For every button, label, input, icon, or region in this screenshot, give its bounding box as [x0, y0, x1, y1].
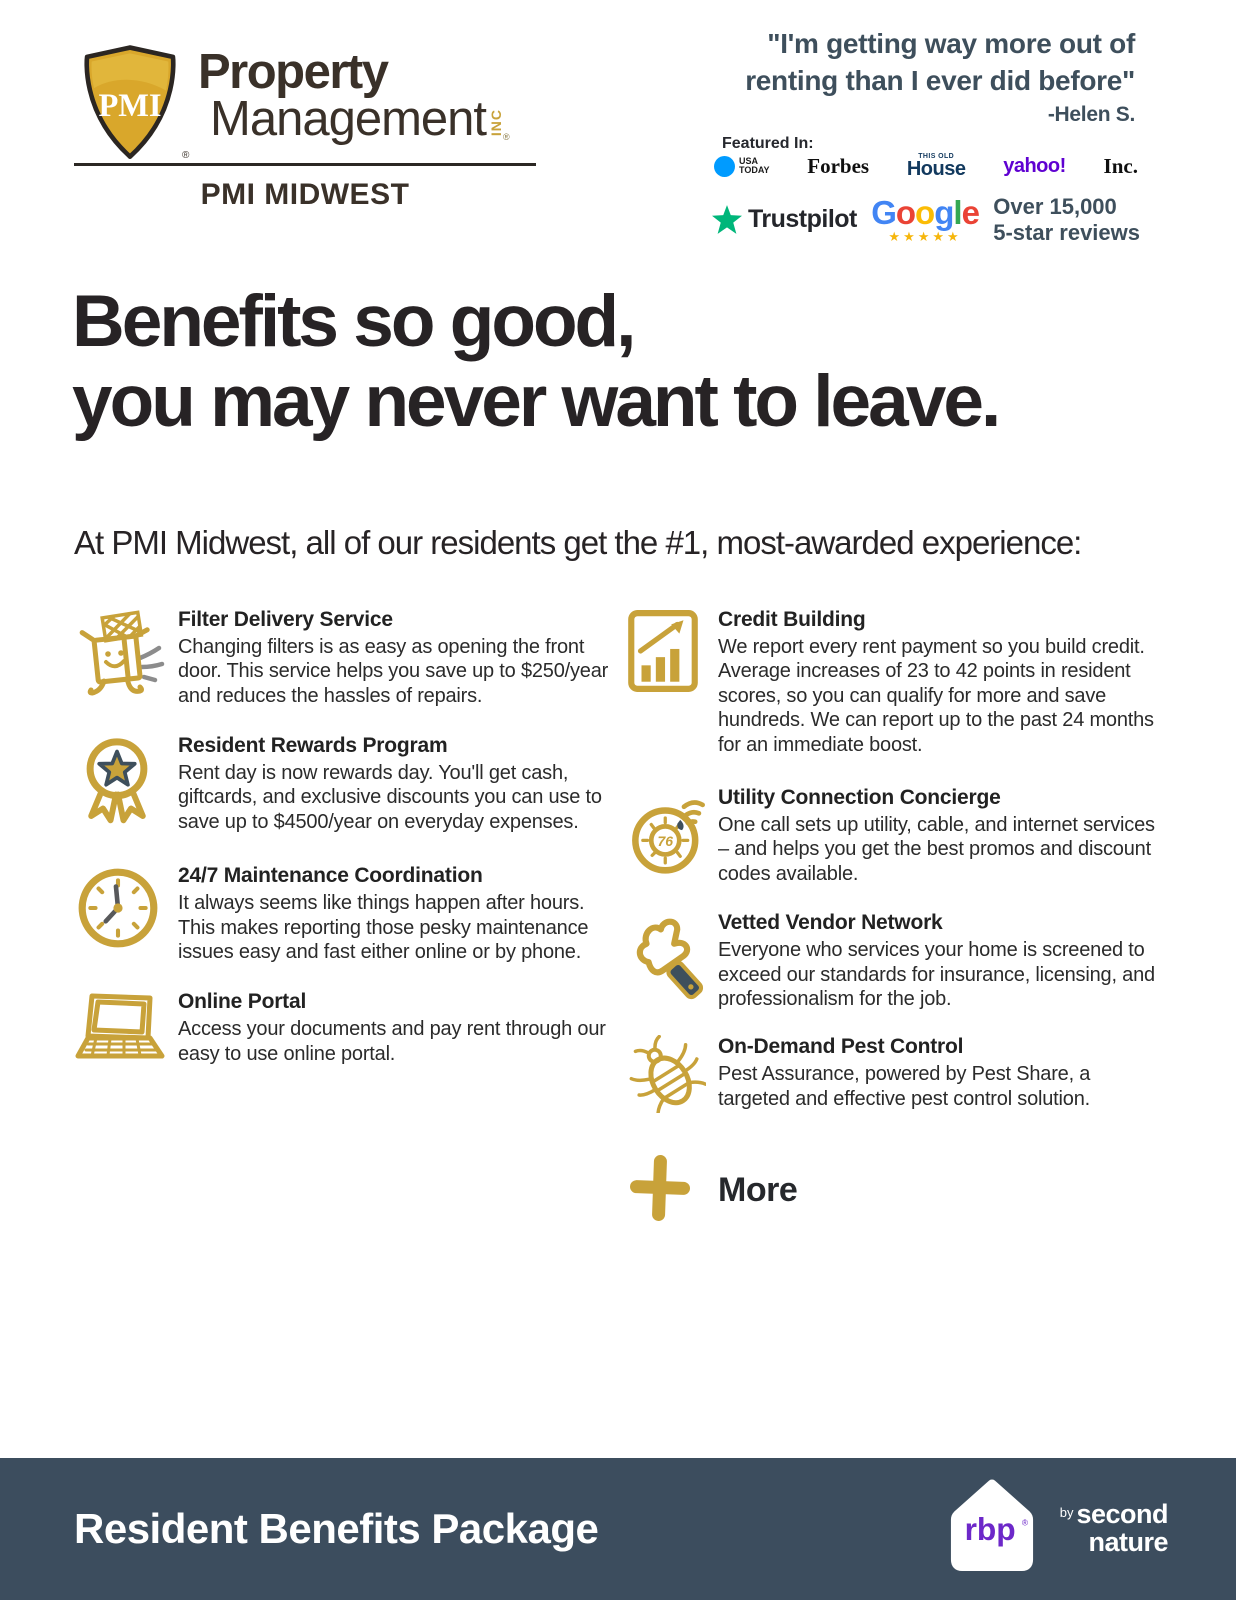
- benefit-description: Changing filters is as easy as opening the front door. This service helps you save up to $250/year and reduces the hassles of repairs.: [178, 636, 609, 707]
- benefit-description: Pest Assurance, powered by Pest Share, a targeted and effective pest control solution.: [718, 1063, 1091, 1110]
- benefit-title: On-Demand Pest Control: [718, 1035, 964, 1059]
- franchise-name: PMI MIDWEST: [200, 178, 410, 211]
- credit-chart-icon: [626, 608, 700, 694]
- rbp-second-nature-logo: [936, 1473, 1168, 1585]
- benefit-description: We report every rent payment so you build credit. Average increases of 23 to 42 points in resident scores, so you can qualify for more and save hundreds. We can report up to the past 24 months for an immediate boost.: [718, 636, 1154, 756]
- google-letter: o: [895, 194, 916, 232]
- plus-icon: [626, 1152, 694, 1224]
- benefit-description: Rent day is now rewards day. You'll get cash, giftcards, and exclusive discounts you can use to save up to $4500/year on everyday expenses.: [178, 762, 602, 833]
- svg-text:®: ®: [1021, 1517, 1028, 1528]
- clock-icon: [74, 864, 162, 952]
- second-nature-wordmark: [1060, 1501, 1168, 1556]
- benefit-item-pest-control: [626, 1035, 1166, 1118]
- pmi-shield-logo-icon: [72, 44, 188, 166]
- google-letter: o: [915, 194, 935, 232]
- benefit-item-filter-delivery: [74, 608, 626, 709]
- benefit-item-credit-building: [626, 608, 1166, 757]
- logo-divider: [74, 163, 536, 166]
- benefit-item-resident-rewards: [74, 734, 626, 834]
- reviews-row: [712, 194, 1140, 246]
- pest-icon: [626, 1035, 706, 1113]
- headline-line1: Benefits so good,: [72, 281, 634, 362]
- review-summary-line1: Over 15,000: [993, 194, 1117, 219]
- headline-line2: you may never want to leave.: [72, 361, 999, 443]
- usa-today-circle-icon: [714, 156, 735, 177]
- thumbs-up-icon: [626, 911, 708, 1001]
- benefit-item-maintenance: [74, 864, 626, 964]
- benefit-description: Access your documents and pay rent through our easy to use online portal.: [178, 1018, 606, 1065]
- inc-logo: Inc.: [1103, 153, 1138, 178]
- benefit-description: One call sets up utility, cable, and internet services – and helps you get the best promos and discount codes available.: [718, 813, 1155, 885]
- benefit-title: Resident Rewards Program: [178, 734, 448, 757]
- shield-registered-mark: ®: [182, 150, 190, 161]
- usa-today-line1: USA: [739, 155, 759, 166]
- google-stars-icon: ★★★★★: [888, 229, 962, 245]
- award-ribbon-icon: [74, 734, 160, 826]
- google-letter: G: [871, 194, 896, 232]
- quote-attribution: -Helen S.: [1047, 102, 1135, 126]
- this-old-house-logo: [907, 153, 966, 179]
- benefit-item-more: [626, 1152, 1166, 1229]
- brand-registered-mark: ®: [503, 132, 510, 142]
- usa-today-line2: TODAY: [739, 165, 770, 175]
- brand-line2: Management: [210, 92, 487, 146]
- trustpilot-star-icon: [712, 205, 742, 234]
- featured-in-label: Featured In:: [722, 135, 814, 152]
- google-logo: [871, 196, 979, 243]
- page-headline: [72, 282, 998, 443]
- shield-text: PMI: [98, 88, 162, 125]
- benefit-item-utility-concierge: [626, 786, 1166, 886]
- usa-today-logo: [714, 156, 770, 177]
- quote-line2: renting than I ever did before": [745, 64, 1135, 96]
- google-letter: e: [961, 194, 979, 232]
- forbes-logo: Forbes: [807, 153, 870, 178]
- this-old-house-main: House: [906, 158, 966, 180]
- footer-bar: [0, 1458, 1236, 1600]
- second-nature-line2: nature: [1088, 1527, 1168, 1557]
- benefit-title: Online Portal: [178, 990, 307, 1014]
- benefit-title: 24/7 Maintenance Coordination: [178, 864, 483, 888]
- laptop-icon: [74, 990, 168, 1066]
- benefits-column-left: [74, 608, 626, 1229]
- benefit-description: Everyone who services your home is screened to exceed our standards for insurance, licensing, and professionalism for the job.: [718, 939, 1155, 1010]
- thermostat-icon: [626, 786, 712, 878]
- rbp-icon: [936, 1473, 1048, 1585]
- benefits-grid: [74, 608, 1166, 1229]
- testimonial-quote: [690, 26, 1135, 129]
- press-logos-row: [714, 153, 1138, 179]
- quote-line1: "I'm getting way more out of: [767, 28, 1135, 59]
- benefits-column-right: [626, 608, 1166, 1229]
- google-letter: l: [953, 194, 962, 232]
- page-subheadline: At PMI Midwest, all of our residents get the #1, most-awarded experience:: [74, 524, 1082, 561]
- benefit-title: Filter Delivery Service: [178, 608, 393, 631]
- trustpilot-logo: [712, 205, 857, 234]
- benefit-title: Utility Connection Concierge: [718, 785, 1001, 809]
- benefit-description: It always seems like things happen after hours. This makes reporting those pesky maintenance issues easy and fast either online or by phone.: [178, 892, 589, 963]
- by-label: by: [1059, 1505, 1074, 1521]
- this-old-house-top: THIS OLD: [918, 153, 955, 160]
- benefit-item-online-portal: [74, 990, 626, 1071]
- filter-delivery-icon: [74, 608, 170, 704]
- footer-title: Resident Benefits Package: [74, 1505, 599, 1552]
- google-letter: g: [934, 194, 954, 232]
- trustpilot-label: Trustpilot: [748, 205, 857, 234]
- review-summary-line2: 5-star reviews: [993, 219, 1140, 245]
- second-nature-line1: second: [1076, 1499, 1168, 1530]
- benefit-item-vendor-network: [626, 911, 1166, 1011]
- benefit-title: Vetted Vendor Network: [718, 911, 943, 935]
- rbp-text: rbp: [964, 1511, 1016, 1548]
- brand-inc-suffix: INC: [488, 108, 505, 136]
- more-label: More: [718, 1171, 798, 1210]
- brand-wordmark: [198, 45, 510, 146]
- svg-text:76: 76: [657, 832, 674, 849]
- yahoo-logo: yahoo!: [1003, 154, 1066, 177]
- review-summary: [993, 194, 1140, 246]
- brand-line1: Property: [198, 45, 388, 99]
- benefit-title: Credit Building: [718, 608, 866, 631]
